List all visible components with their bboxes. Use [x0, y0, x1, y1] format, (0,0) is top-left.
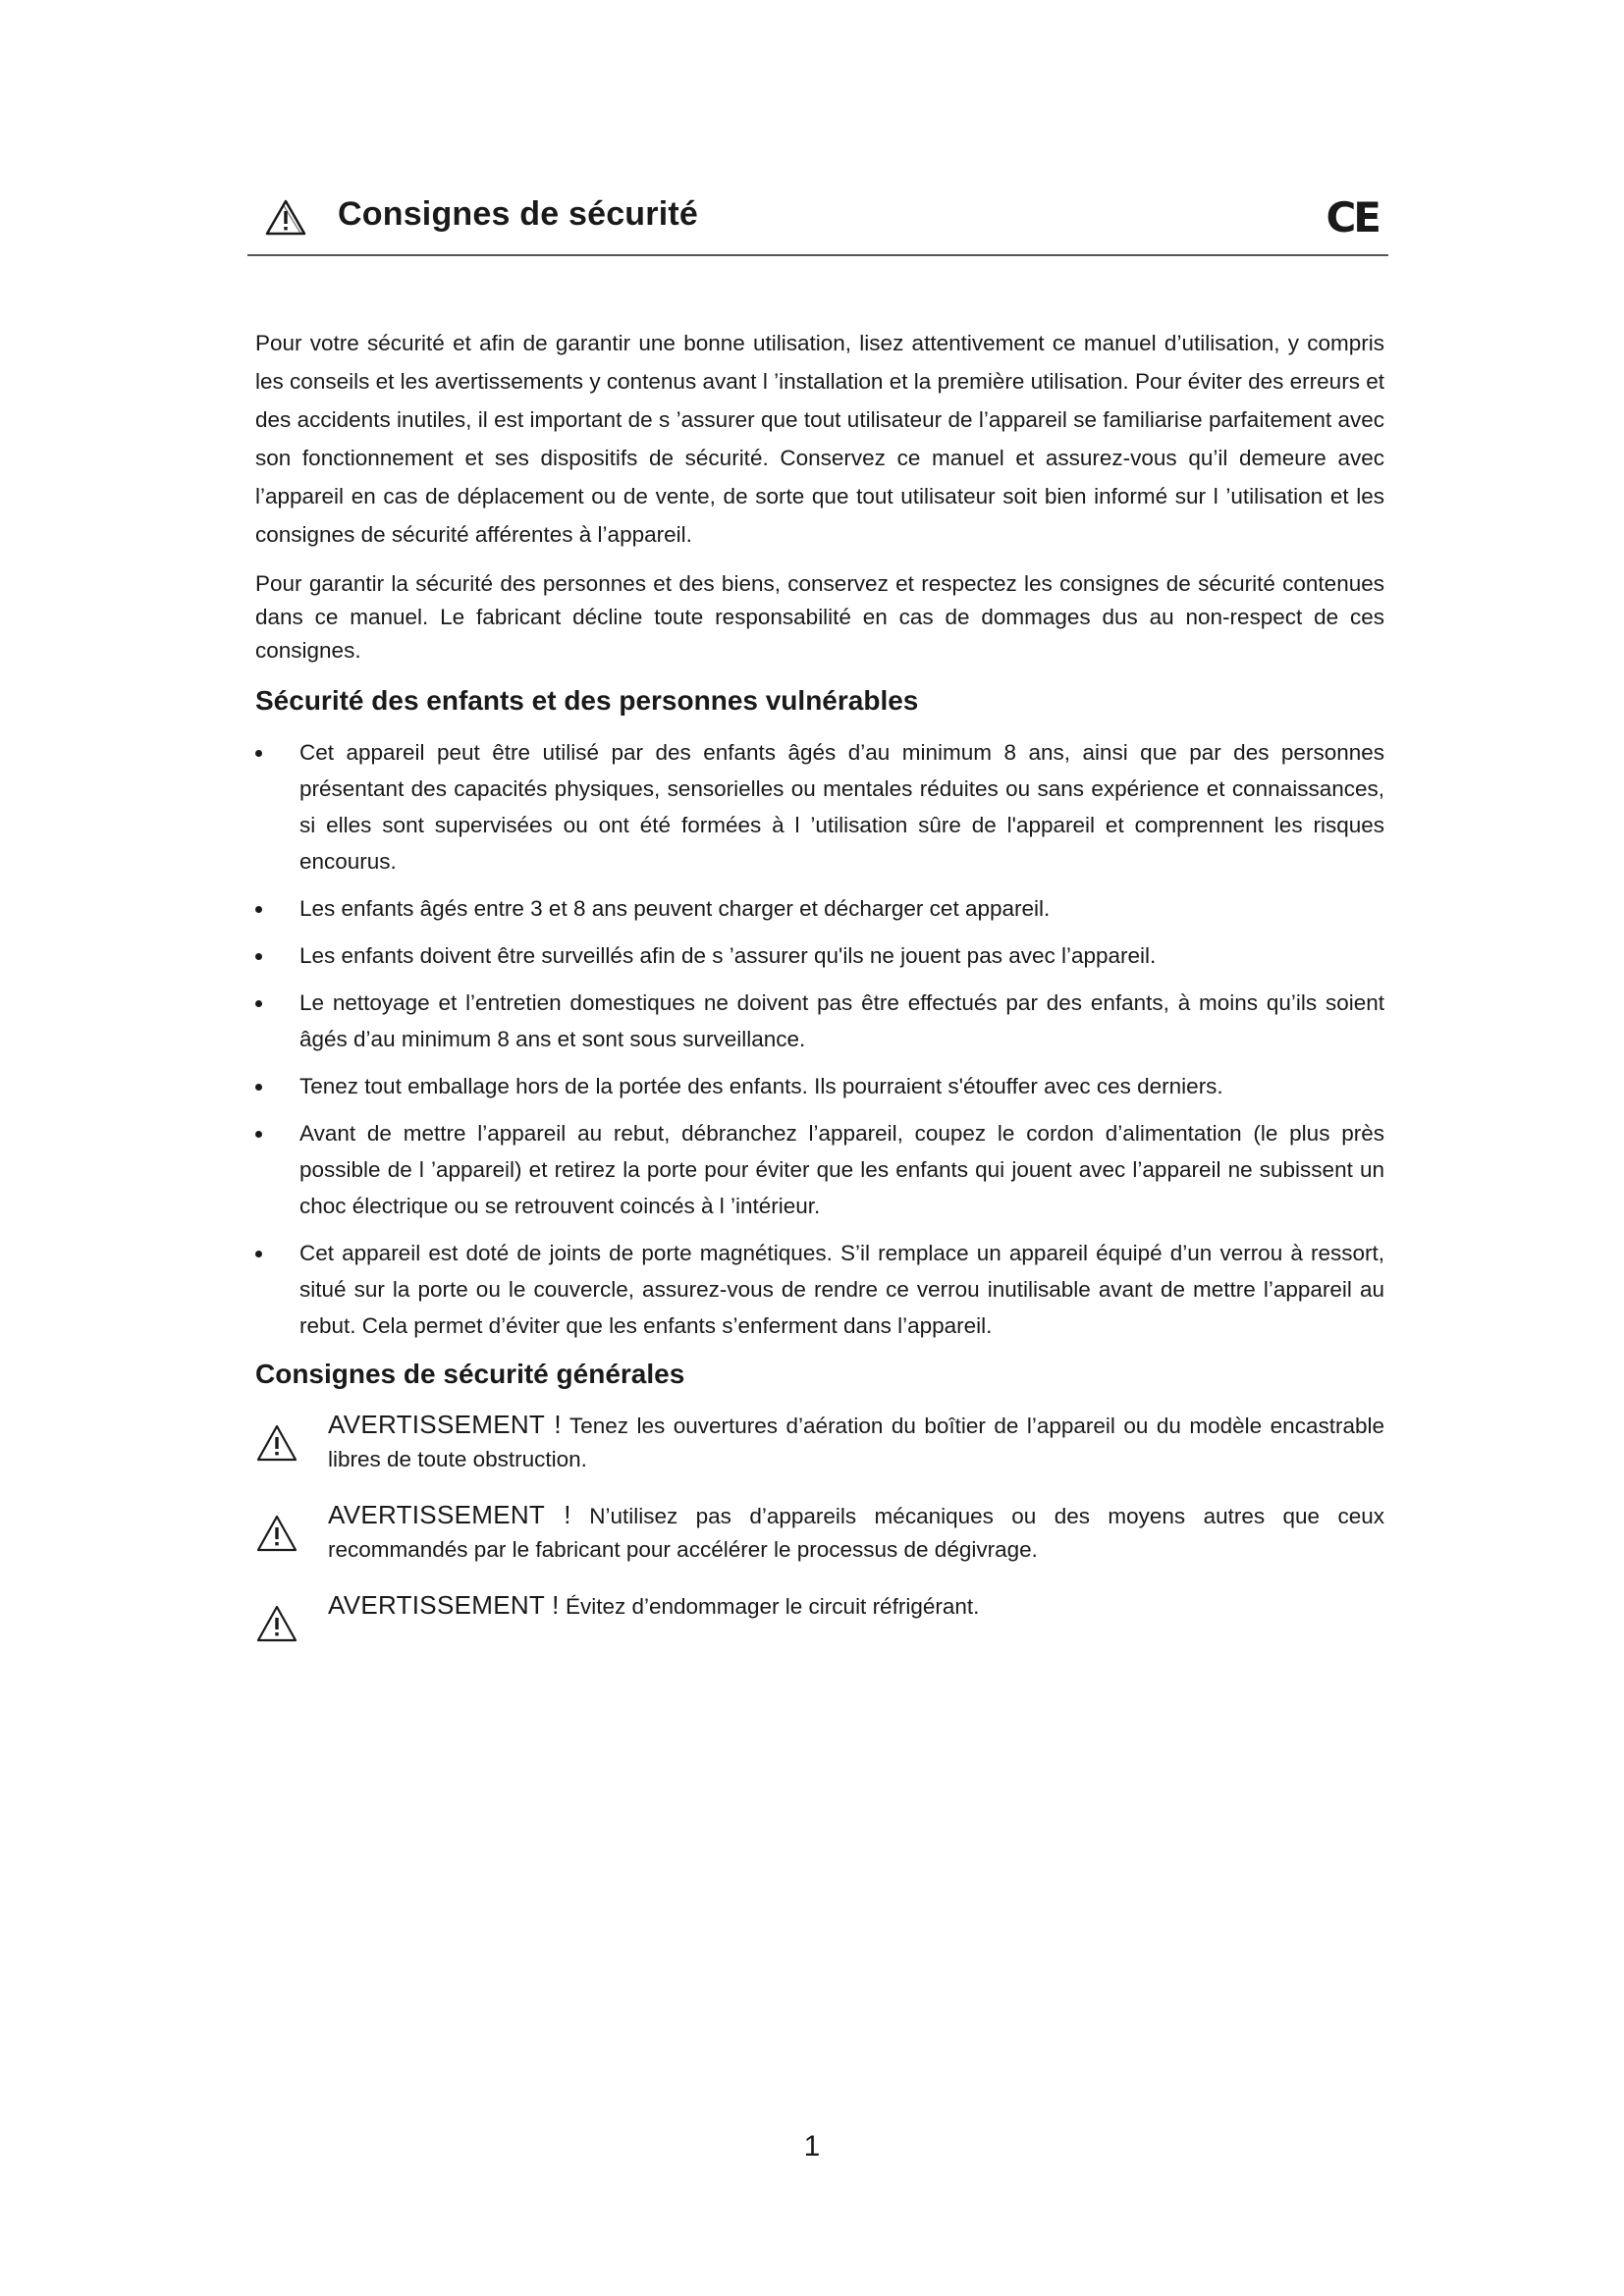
bullet-icon: [255, 1251, 262, 1257]
list-item-text: Cet appareil peut être utilisé par des enfants âgés d’au minimum 8 ans, ainsi que par des personnes présentant des capacités physiques, sensorielles ou mentales réduites ou sans expérience et connaissances, si elles sont supervisées ou ont été formées à l ’utilisation sûre de l'appareil et comprennent les risques encourus.: [299, 740, 1384, 874]
intro-section: [255, 324, 1384, 667]
page-title: Consignes de sécurité: [338, 195, 698, 233]
warning-text: Évitez d’endommager le circuit réfrigérant.: [565, 1594, 980, 1619]
intro-paragraph: Pour votre sécurité et afin de garantir une bonne utilisation, lisez attentivement ce manuel d’utilisation, y compris les conseils et les avertissements y contenus avant l ’installation et la première utilisation. Pour éviter des erreurs et des accidents inutiles, il est important de s ’assurer que tout utilisateur de l’appareil se familiarise parfaitement avec son fonctionnement et ses dispositifs de sécurité. Conservez ce manuel et assurez-vous qu’il demeure avec l’appareil en cas de déplacement ou de vente, de sorte que tout utilisateur soit bien informé sur l ’utilisation et les consignes de sécurité afférentes à l’appareil.: [255, 331, 1384, 547]
bullet-icon: [255, 750, 262, 757]
general-warnings: [255, 1408, 1384, 1647]
bullet-icon: [255, 1084, 262, 1091]
list-item-text: Les enfants doivent être surveillés afin de s ’assurer qu'ils ne jouent pas avec l’appareil.: [299, 943, 1157, 968]
bullet-icon: [255, 953, 262, 960]
list-item-text: Les enfants âgés entre 3 et 8 ans peuvent charger et décharger cet appareil.: [299, 896, 1051, 921]
warning-label: AVERTISSEMENT !: [328, 1590, 560, 1620]
header-divider: [247, 254, 1388, 256]
warning-label: AVERTISSEMENT !: [328, 1410, 562, 1439]
list-item-text: Avant de mettre l’appareil au rebut, débranchez l’appareil, coupez le cordon d’alimentation (le plus près possible de l ’appareil) et retirez la porte pour éviter que les enfants qui jouent avec l’appareil ne subissent un choc électrique ou se retrouvent coincés à l ’intérieur.: [299, 1121, 1384, 1218]
warning-item: [255, 1498, 1384, 1567]
list-item: [255, 1235, 1384, 1344]
list-item: [255, 1115, 1384, 1224]
list-item: [255, 734, 1384, 880]
warning-triangle-icon: [255, 1423, 298, 1463]
warning-text: Tenez les ouvertures d’aération du boîtier de l’appareil ou du modèle encastrable libres de toute obstruction.: [328, 1414, 1384, 1471]
list-item-text: Tenez tout emballage hors de la portée des enfants. Ils pourraient s'étouffer avec ces derniers.: [299, 1074, 1223, 1098]
section-heading-children: Sécurité des enfants et des personnes vulnérables: [255, 685, 919, 716]
list-item-text: Cet appareil est doté de joints de porte magnétiques. S’il remplace un appareil équipé d’un verrou à ressort, situé sur la porte ou le couvercle, assurez-vous de rendre ce verrou inutilisable avant de mettre l’appareil au rebut. Cela permet d’éviter que les enfants s’enferment dans l’appareil.: [299, 1241, 1384, 1338]
warning-item: [255, 1408, 1384, 1476]
list-item: [255, 890, 1384, 927]
ce-mark-logo: CE: [1326, 193, 1379, 241]
bullet-icon: [255, 1000, 262, 1007]
warning-triangle-icon: [255, 1514, 298, 1553]
intro-paragraph: Pour garantir la sécurité des personnes et des biens, conservez et respectez les consignes de sécurité contenues dans ce manuel. Le fabricant décline toute responsabilité en cas de dommages dus au non-respect de ces consignes.: [255, 571, 1384, 663]
warning-triangle-icon: [255, 1604, 298, 1643]
warning-item: [255, 1588, 1384, 1647]
bullet-icon: [255, 906, 262, 913]
warning-triangle-icon: [265, 199, 306, 237]
bullet-icon: [255, 1131, 262, 1138]
children-safety-list: [255, 734, 1384, 1344]
list-item: [255, 985, 1384, 1057]
page-number: 1: [803, 2130, 821, 2163]
page-header: [247, 191, 1386, 252]
list-item-text: Le nettoyage et l’entretien domestiques ne doivent pas être effectués par des enfants, à moins qu’ils soient âgés d’au minimum 8 ans et sont sous surveillance.: [299, 990, 1384, 1051]
list-item: [255, 1068, 1384, 1104]
warning-label: AVERTISSEMENT !: [328, 1500, 571, 1529]
section-heading-general: Consignes de sécurité générales: [255, 1359, 685, 1389]
warning-text: N’utilisez pas d’appareils mécaniques ou des moyens autres que ceux recommandés par le fabricant pour accélérer le processus de dégivrage.: [328, 1504, 1384, 1562]
list-item: [255, 937, 1384, 974]
main-content: [255, 324, 1384, 1669]
